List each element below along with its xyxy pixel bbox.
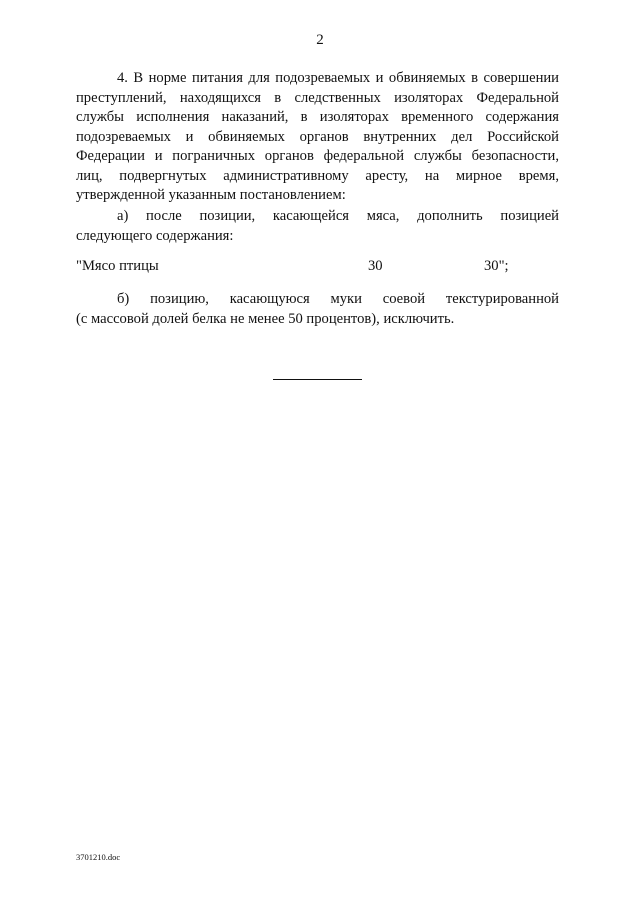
row-value-1: 30 [368, 258, 383, 274]
item-a-line: а) после позиции, касающейся мяса, дополнить позицией [117, 208, 559, 224]
paragraph-line: подозреваемых и обвиняемых органов внутренних дел Российской [76, 128, 559, 145]
table-row [76, 258, 559, 278]
paragraph-line: лиц, подвергнутых административному аресту, на мирное время, [76, 167, 559, 184]
page-number: 2 [316, 32, 324, 48]
paragraph-line: службы исполнения наказаний, в изоляторах временного содержания [76, 109, 559, 125]
document-code: 3701210.doc [76, 852, 121, 862]
paragraph-line: утвержденной указанным постановлением: [76, 187, 346, 203]
paragraph-line: 4. В норме питания для подозреваемых и обвиняемых в совершении [117, 70, 559, 86]
separator-line [273, 379, 362, 380]
item-a-line: следующего содержания: [76, 227, 234, 244]
item-a [76, 207, 559, 246]
row-value-2: 30"; [484, 258, 509, 274]
paragraph-line: Федерации и пограничных органов федеральной службы безопасности, [76, 148, 559, 164]
paragraph-line: преступлений, находящихся в следственных изоляторах Федеральной [76, 89, 559, 106]
row-name: "Мясо птицы [76, 258, 159, 274]
item-b-line: б) позицию, касающуюся муки соевой текстурированной [117, 291, 559, 307]
item-b [76, 290, 559, 329]
paragraph-4 [76, 69, 559, 206]
item-b-line: (с массовой долей белка не менее 50 процентов), исключить. [76, 310, 455, 327]
